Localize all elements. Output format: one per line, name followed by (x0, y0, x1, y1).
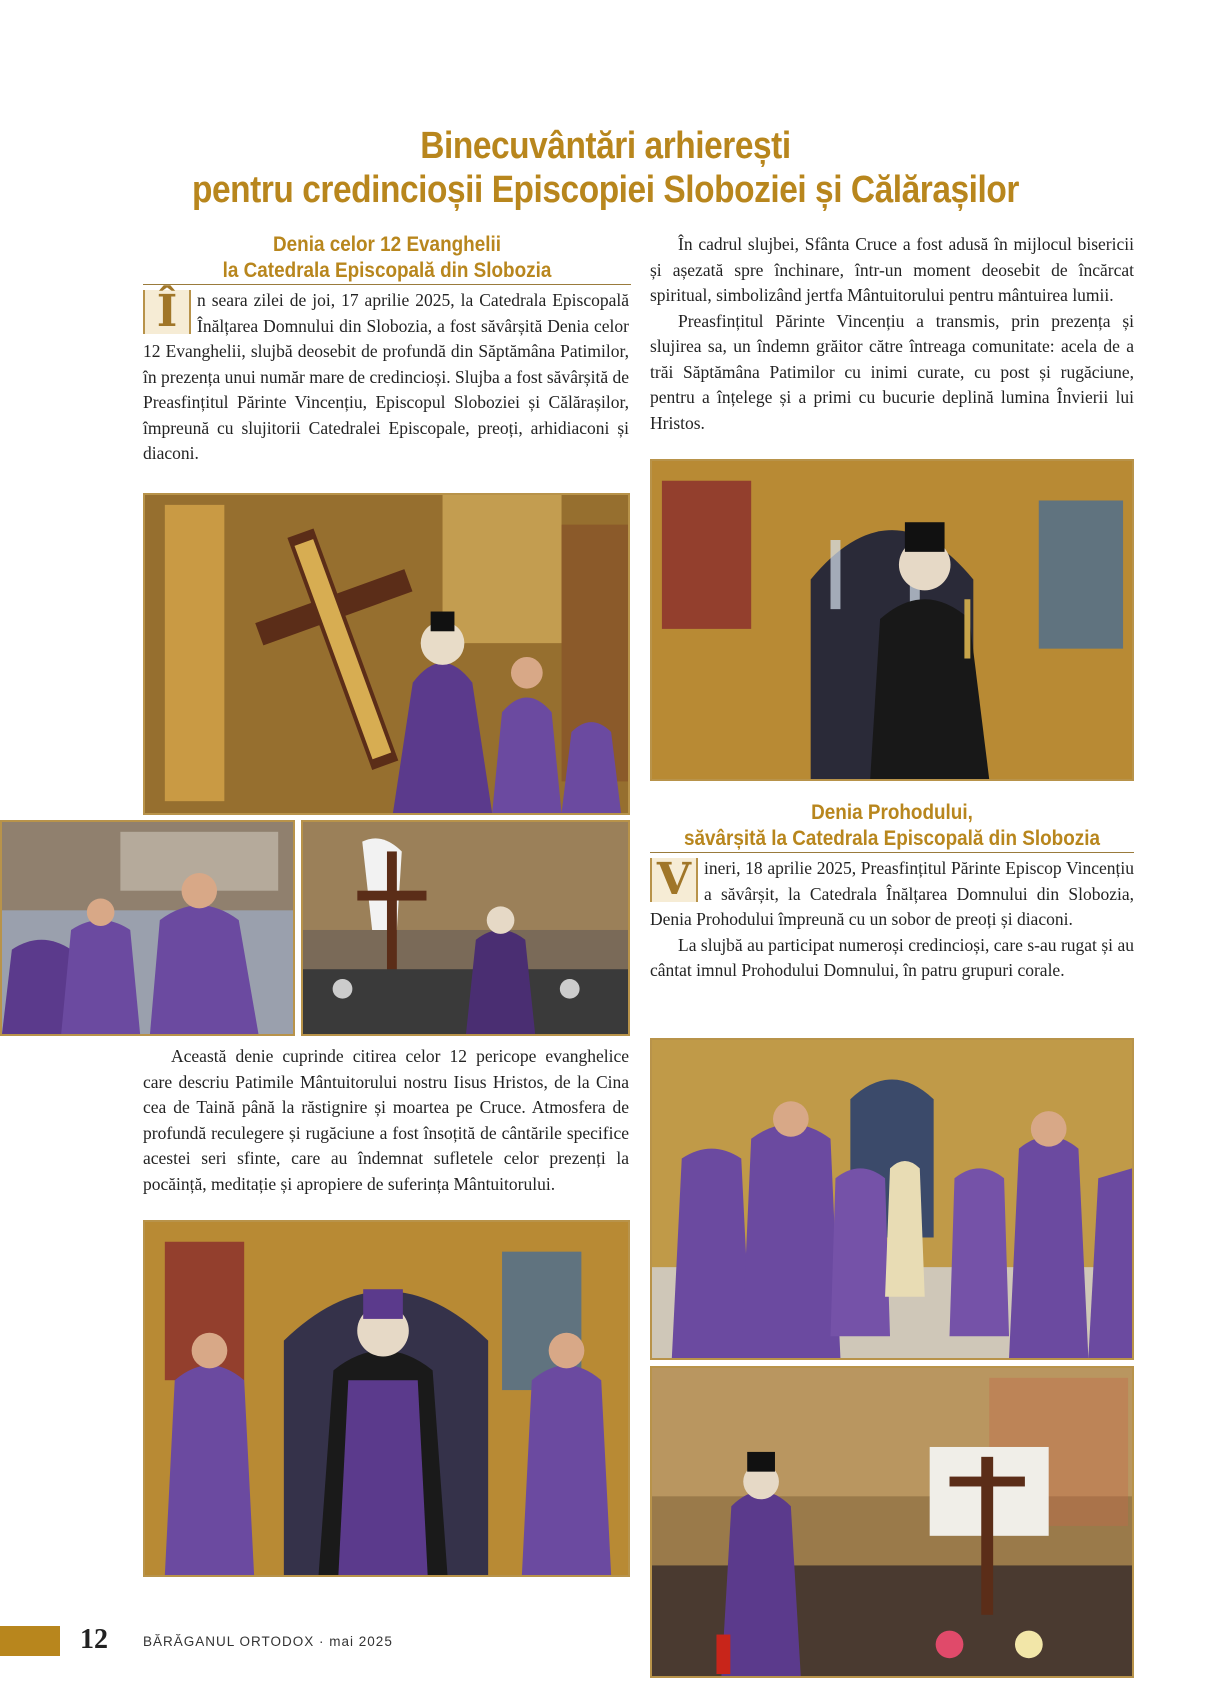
photo-clergy-in-cathedral (650, 1038, 1134, 1360)
section1-intro-text (143, 288, 629, 467)
photo-clergy-procession-left (0, 820, 295, 1036)
section1-heading-line-1: Denia celor 12 Evanghelii (273, 233, 501, 256)
dropcap-letter-2: V (650, 858, 698, 902)
photo-epitaph-veneration (650, 1366, 1134, 1678)
dropcap-letter: Î (143, 290, 191, 334)
section2-heading-line-2: săvârșită la Catedrala Episcopală din Slobozia (684, 827, 1100, 850)
right-paragraph-2: Preasfințitul Părinte Vincențiu a transmis, prin prezența și slujirea sa, un îndemn grăitor către întreaga comunitate: acela de a trăi Săptămâna Patimilor cu inimi curate, cu post și rugăciune, pentru a înțelege și a primi cu bucurie deplină lumina Învierii lui Hristos. (650, 310, 1134, 433)
photo-cross-procession (301, 820, 630, 1036)
right-column-text (650, 232, 1134, 436)
photo-bishop-with-deacons (143, 1220, 630, 1577)
photo-bishop-speaking (650, 459, 1134, 781)
section2-paragraph-1: ineri, 18 aprilie 2025, Preasfințitul Părinte Episcop Vincențiu a săvârșit, la Catedrala Înălțarea Domnului din Slobozia, Denia Prohodului împreună cu un sobor de preoți și diaconi. (650, 858, 1134, 929)
article-title (0, 124, 1211, 212)
section1-paragraph-1: n seara zilei de joi, 17 aprilie 2025, la Catedrala Episcopală Înălțarea Domnului din Slobozia, a fost săvârșită Denia celor 12 Evanghelii, slujbă deosebit de profundă din Săptămâna Patimilor, în prezența unui număr mare de credincioși. Slujba a fost săvârșită de Preasfințitul Părinte Vincențiu, Episcopul Sloboziei și Călărașilor, împreună cu slujitorii Catedralei Episcopale, preoți, arhidiaconi și diaconi. (143, 290, 629, 463)
page-number: 12 (80, 1624, 108, 1655)
section1-continued-text (143, 1044, 629, 1197)
footer-accent-bar (0, 1626, 60, 1656)
section1-heading (143, 232, 631, 285)
photo-bishop-carrying-cross (143, 493, 630, 815)
right-paragraph-1: În cadrul slujbei, Sfânta Cruce a fost adusă în mijlocul bisericii și așezată spre închinare, într-un moment deosebit de încărcat spiritual, simbolizând jertfa Mântuitorului pentru mântuirea lumii. (650, 234, 1134, 305)
section1-heading-line-2: la Catedrala Episcopală din Slobozia (222, 259, 552, 282)
title-line-2: pentru credincioșii Episcopiei Sloboziei și Călărașilor (192, 169, 1019, 211)
title-line-1: Binecuvântări arhierești (420, 125, 791, 167)
publication-footer: BĂRĂGANUL ORTODOX · mai 2025 (143, 1634, 393, 1649)
section2-paragraph-2: La slujbă au participat numeroși credincioși, care s-au rugat și au cântat imnul Prohodului Domnului, în patru grupuri corale. (650, 934, 1134, 980)
section2-heading (650, 800, 1134, 853)
section2-heading-line-1: Denia Prohodului, (811, 801, 973, 824)
section1-paragraph-2: Această denie cuprinde citirea celor 12 pericope evanghelice care descriu Patimile Mântuitorului nostru Iisus Hristos, de la Cina cea de Taină până la răstignire și moartea pe Cruce. Atmosfera de profundă reculegere și rugăciune a fost însoțită de cântările specifice acestei seri sfinte, care au îndemnat sufletele celor prezenți la pocăință, meditație și apropiere de suferința Mântuitorului. (143, 1046, 629, 1194)
section2-text (650, 856, 1134, 984)
